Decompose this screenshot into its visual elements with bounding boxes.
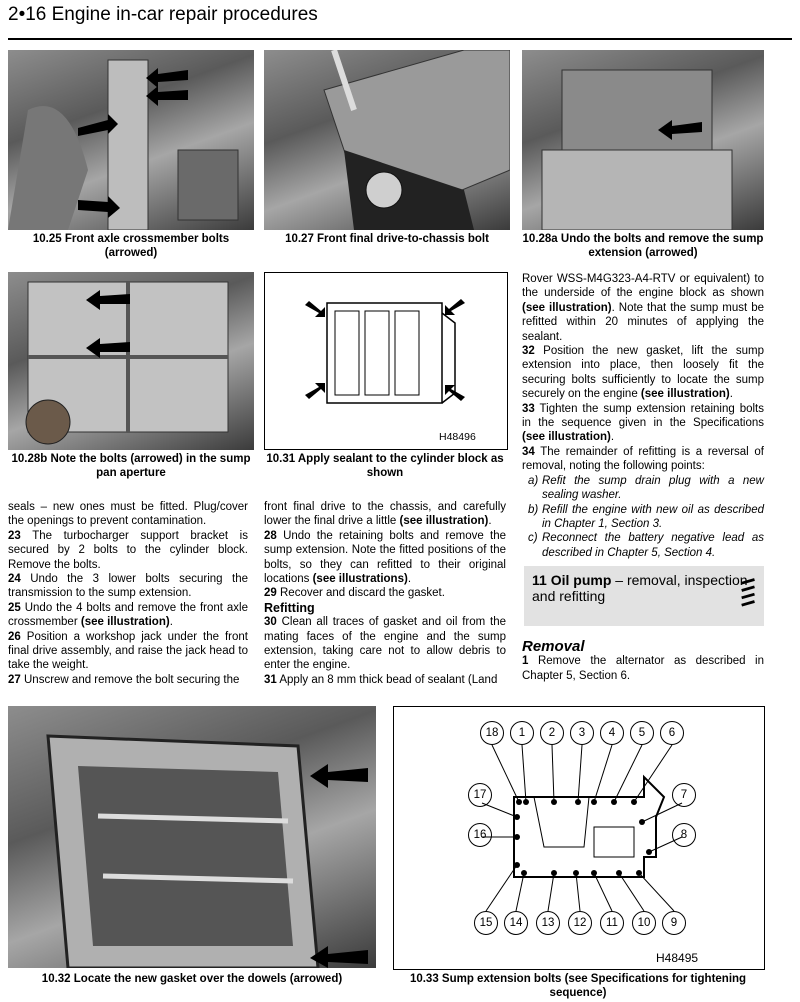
bolt-label-4: 4 — [600, 721, 624, 745]
figure-ref: H48496 — [439, 431, 476, 443]
bolt-label-14: 14 — [504, 911, 528, 935]
bolt-label-18: 18 — [480, 721, 504, 745]
photo-10-28a — [522, 50, 764, 230]
page-header: 2•16 Engine in-car repair procedures — [8, 4, 318, 25]
heading-refitting: Refitting — [264, 600, 315, 615]
photo-10-27-art — [264, 50, 510, 230]
photo-10-32-art — [8, 706, 376, 968]
bolt-label-16: 16 — [468, 823, 492, 847]
header-rule — [8, 38, 792, 40]
caption-10-28b: 10.28b Note the bolts (arrowed) in the sump pan aperture — [11, 453, 251, 479]
bolt-label-12: 12 — [568, 911, 592, 935]
bolt-label-13: 13 — [536, 911, 560, 935]
photo-10-32 — [8, 706, 376, 968]
text-column-2: front final drive to the chassis, and carefully lower the final drive a little (see illustration). 28 Undo the retaining bolts and remove the sump extension. Note the fitted positions of the bolts, so they can refitted to their original locations (see illustrations). 29 Recover and discard the gasket. Refitting 30 Clean all traces of gasket and oil from the mating faces of the engine and the sump extension, taking care not to allow debris to enter the engine. 31 Apply an 8 mm thick bead of sealant (Land — [264, 501, 506, 686]
bolt-label-5: 5 — [630, 721, 654, 745]
caption-10-33: 10.33 Sump extension bolts (see Specifications for tightening sequence) — [409, 973, 747, 999]
photo-10-28a-art — [522, 50, 764, 230]
bolt-label-6: 6 — [660, 721, 684, 745]
diagram-10-31 — [264, 272, 508, 450]
text-column-1: seals – new ones must be fitted. Plug/cover the openings to prevent contamination. 23 The turbocharger support bracket is secured by 2 bolts to the cylinder block. Remove the bolts. 24 Undo the 3 lower bolts securing the transmission to the sump extension. 25 Undo the 4 bolts and remove the front axle crossmember (see illustration). 26 Position a workshop jack under the front final drive assembly, and raise the jack head to take the weight. 27 Unscrew and remove the bolt securing the — [8, 501, 248, 686]
list-item: a) Refit the sump drain plug with a new sealing washer. — [528, 474, 764, 502]
photo-10-25-art — [8, 50, 254, 230]
diagram-10-31-art — [265, 273, 507, 449]
photo-10-28b — [8, 272, 254, 450]
caption-10-32: 10.32 Locate the new gasket over the dowels (arrowed) — [41, 973, 343, 985]
photo-10-25 — [8, 50, 254, 230]
spanner-rating-icon — [738, 574, 760, 618]
bolt-label-8: 8 — [672, 823, 696, 847]
bolt-label-10: 10 — [632, 911, 656, 935]
heading-removal: Removal — [522, 638, 585, 655]
list-item: b) Refill the engine with new oil as described in Chapter 1, Section 3. — [528, 503, 764, 530]
bolt-label-15: 15 — [474, 911, 498, 935]
bolt-label-3: 3 — [570, 721, 594, 745]
bolt-label-9: 9 — [662, 911, 686, 935]
bolt-label-1: 1 — [510, 721, 534, 745]
arrow-icon — [310, 764, 368, 968]
list-item: c) Reconnect the battery negative lead as described in Chapter 5, Section 4. — [528, 532, 764, 559]
bolt-label-2: 2 — [540, 721, 564, 745]
photo-10-28b-art — [8, 272, 254, 450]
caption-10-25: 10.25 Front axle crossmember bolts (arrowed) — [32, 233, 230, 259]
refitting-points-list — [522, 474, 764, 560]
bolt-label-17: 17 — [468, 783, 492, 807]
caption-10-28a: 10.28a Undo the bolts and remove the sump extension (arrowed) — [522, 233, 764, 259]
figure-ref: H48495 — [656, 951, 699, 965]
bolt-label-11: 11 — [600, 911, 624, 935]
text-column-3: Rover WSS-M4G323-A4-RTV or equivalent) to the underside of the engine block as shown (see illustration). Note that the sump must be refitted within 20 minutes of applying the sealant. 32 Position the new gasket, lift the sump extension into place, then loosely fit the securing bolts sufficiently to locate the sump securely on the engine (see illustration). 33 Tighten the sump extension retaining bolts in the sequence given in the Specifications (see illustration). 34 The remainder of refitting is a reversal of removal, noting the following points: a) Refit the sump drain plug with a new sealing washer. b) Refill the engine with new oil as described in Chapter 1, Section 3. c) Reconnect the battery negative lead as described in Chapter 5, Section 4. — [522, 273, 764, 559]
bolt-label-7: 7 — [672, 783, 696, 807]
diagram-10-33 — [393, 706, 765, 970]
caption-10-27: 10.27 Front final drive-to-chassis bolt — [285, 233, 489, 245]
section-heading-box: 11 Oil pump – removal, inspection and refitting — [524, 566, 764, 626]
photo-10-27 — [264, 50, 510, 230]
caption-10-31: 10.31 Apply sealant to the cylinder block as shown — [266, 453, 504, 479]
removal-column: Removal 1 Remove the alternator as described in Chapter 5, Section 6. — [522, 638, 764, 682]
